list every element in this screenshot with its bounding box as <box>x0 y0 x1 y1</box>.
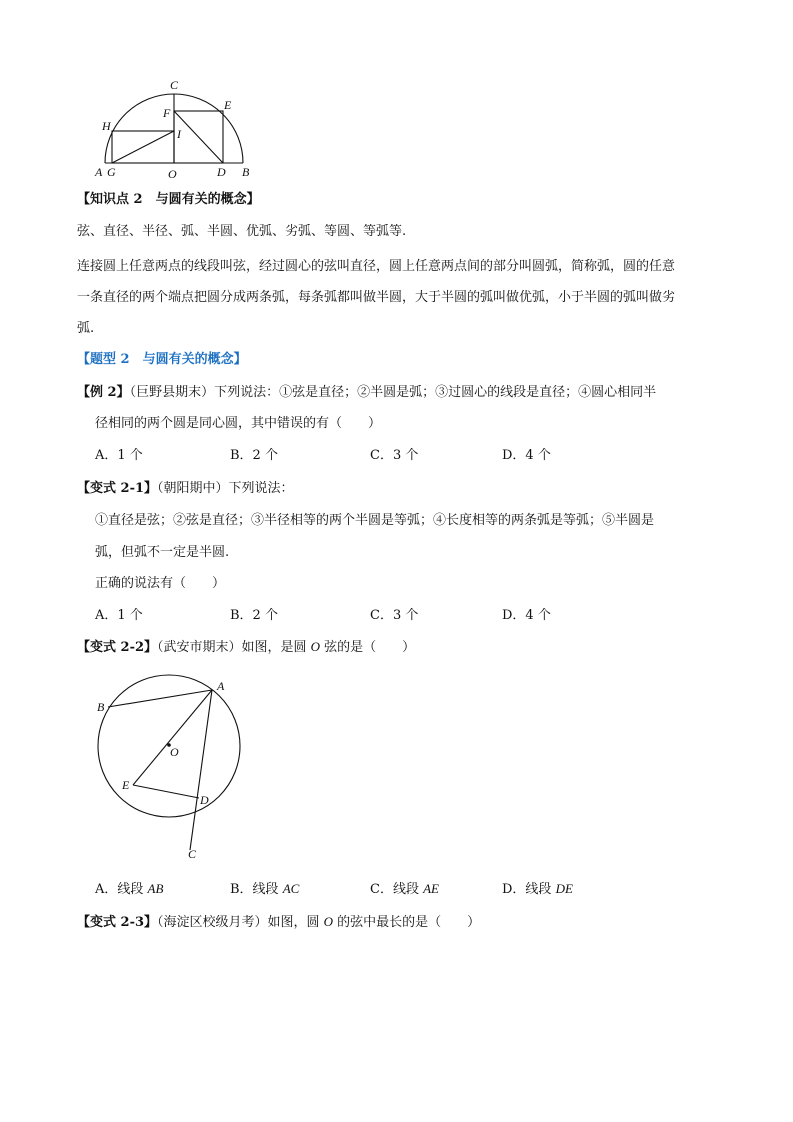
variation23-tag: 【变式 2-3】 <box>77 915 158 930</box>
variation21-option-d[interactable]: D．4 个 <box>502 608 551 623</box>
option-b-seg: AC <box>282 881 300 896</box>
example2-option-d[interactable]: D．4 个 <box>502 448 551 463</box>
example2-line2: 径相同的两个圆是同心圆，其中错误的有（ ） <box>95 416 382 431</box>
option-c-seg: AE <box>423 881 439 896</box>
label-E: E <box>122 778 130 792</box>
example2 <box>77 381 656 400</box>
example2-option-c[interactable]: C．3 个 <box>370 448 419 463</box>
label-F: F <box>163 106 171 120</box>
option-c-prefix: C．线段 <box>370 882 424 897</box>
variation22-option-b[interactable] <box>230 878 299 897</box>
variation21-option-a[interactable]: A．1 个 <box>95 608 143 623</box>
segment-ED <box>133 785 199 798</box>
kp2-heading: 【知识点 2 与圆有关的概念】 <box>77 192 260 207</box>
segment-GI <box>112 131 174 163</box>
label-D: D <box>217 165 226 179</box>
variation21 <box>77 477 294 496</box>
chord-AB <box>108 690 212 707</box>
variation22-circle-o: O <box>310 639 321 654</box>
segment-FD <box>174 111 223 163</box>
variation21-line3: 弧，但弧不一定是半圆. <box>95 545 230 560</box>
variation21-option-b[interactable]: B．2 个 <box>230 608 278 623</box>
example2-line1: （巨野县期末）下列说法：①弦是直径；②半圆是弧；③过圆心的线段是直径；④圆心相同半 <box>129 385 657 400</box>
option-d-seg: DE <box>555 881 573 896</box>
label-G: G <box>107 165 116 179</box>
option-d-prefix: D．线段 <box>502 882 556 897</box>
variation22-option-a[interactable] <box>95 878 163 897</box>
segment-AE <box>133 690 212 785</box>
variation22-option-c[interactable] <box>370 878 439 897</box>
variation21-line2: ①直径是弦；②弦是直径；③半径相等的两个半圆是等弧；④长度相等的两条弧是等弧；⑤半圆是 <box>95 513 655 528</box>
label-D: D <box>200 793 209 807</box>
label-E: E <box>224 98 232 112</box>
variation21-line1: （朝阳期中）下列说法： <box>157 481 294 496</box>
variation23-circle-o: O <box>323 914 334 929</box>
kp2-line3: 一条直径的两个端点把圆分成两条弧，每条弧都叫做半圆，大于半圆的弧叫做优弧，小于半圆的弧叫做劣 <box>77 290 676 305</box>
example2-option-b[interactable]: B．2 个 <box>230 448 278 463</box>
label-A: A <box>95 165 103 179</box>
circle-figure <box>90 672 260 864</box>
variation21-line4: 正确的说法有（ ） <box>95 576 226 591</box>
label-H: H <box>102 119 111 133</box>
variation23-text-pre: （海淀区校级月考）如图，圆 <box>157 915 324 930</box>
option-b-prefix: B．线段 <box>230 882 283 897</box>
kp2-line4: 弧. <box>77 321 95 336</box>
variation23 <box>77 911 480 930</box>
label-C: C <box>170 78 179 92</box>
label-C: C <box>188 847 197 861</box>
option-a-seg: AB <box>147 881 164 896</box>
label-O: O <box>170 745 179 759</box>
segment-AC <box>190 690 212 850</box>
semicircle-figure <box>88 74 263 184</box>
label-B: B <box>97 700 105 714</box>
variation21-option-c[interactable]: C．3 个 <box>370 608 419 623</box>
label-A: A <box>217 679 225 693</box>
variation23-text-post: 的弦中最长的是（ ） <box>333 915 481 930</box>
label-O: O <box>168 167 177 181</box>
kp2-line2: 连接圆上任意两点的线段叫弦，经过圆心的弦叫直径，圆上任意两点间的部分叫圆弧，简称弧，圆的任意 <box>77 259 676 274</box>
variation21-tag: 【变式 2-1】 <box>77 481 158 496</box>
variation22-tag: 【变式 2-2】 <box>77 640 158 655</box>
label-B: B <box>242 165 250 179</box>
option-a-prefix: A．线段 <box>95 882 148 897</box>
variation22-option-d[interactable] <box>502 878 573 897</box>
example2-tag: 【例 2】 <box>77 385 130 400</box>
variation22 <box>77 636 415 655</box>
label-I: I <box>177 127 181 141</box>
variation22-text-post: 弦的是（ ） <box>320 640 416 655</box>
kp2-line1: 弦、直径、半径、弧、半圆、优弧、劣弧、等圆、等弧等. <box>77 224 407 239</box>
example2-option-a[interactable]: A．1 个 <box>95 448 143 463</box>
variation22-text-pre: （武安市期末）如图，是圆 <box>157 640 311 655</box>
type2-heading: 【题型 2 与圆有关的概念】 <box>77 352 247 367</box>
